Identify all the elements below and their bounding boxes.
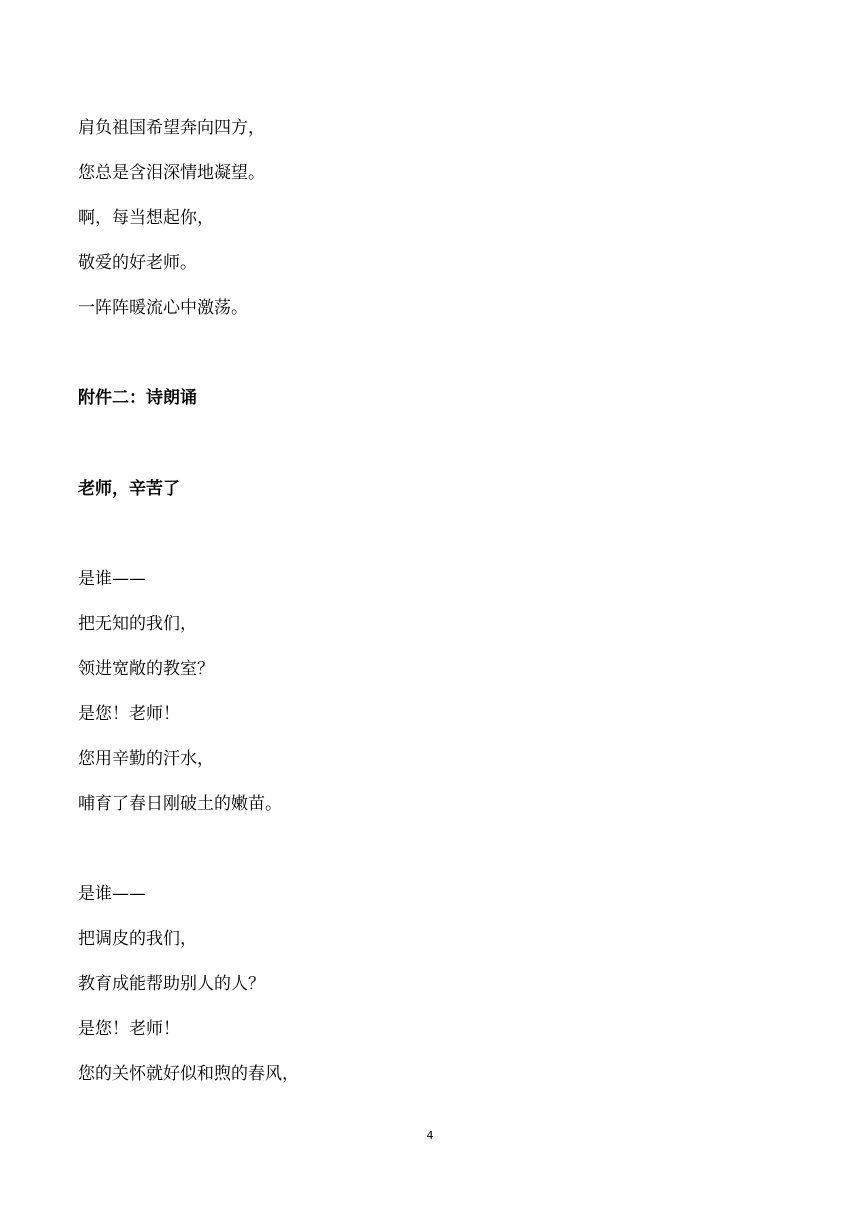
poem-line: 您总是含泪深情地凝望。 [78,163,265,183]
poem-title: 老师，辛苦了 [78,479,180,499]
poem-line: 把无知的我们， [78,614,197,634]
poem-line: 领进宽敞的教室？ [78,659,214,679]
poem-line: 是您！老师！ [78,704,180,724]
poem-line: 一阵阵暖流心中激荡。 [78,298,248,318]
poem-line: 是谁—— [78,569,146,589]
poem-line: 把调皮的我们， [78,929,197,949]
poem-line: 肩负祖国希望奔向四方， [78,118,265,138]
page-number: 4 [426,1129,434,1142]
poem-line: 哺育了春日刚破土的嫩苗。 [78,794,282,814]
poem-line: 是您！老师！ [78,1019,180,1039]
poem-line: 敬爱的好老师。 [78,253,197,273]
poem-line: 啊，每当想起你， [78,208,214,228]
poem-line: 您的关怀就好似和煦的春风， [78,1064,299,1084]
poem-line: 教育成能帮助别人的人？ [78,974,265,994]
poem-line: 您用辛勤的汗水， [78,749,214,769]
attachment-heading: 附件二：诗朗诵 [78,388,197,408]
poem-line: 是谁—— [78,884,146,904]
